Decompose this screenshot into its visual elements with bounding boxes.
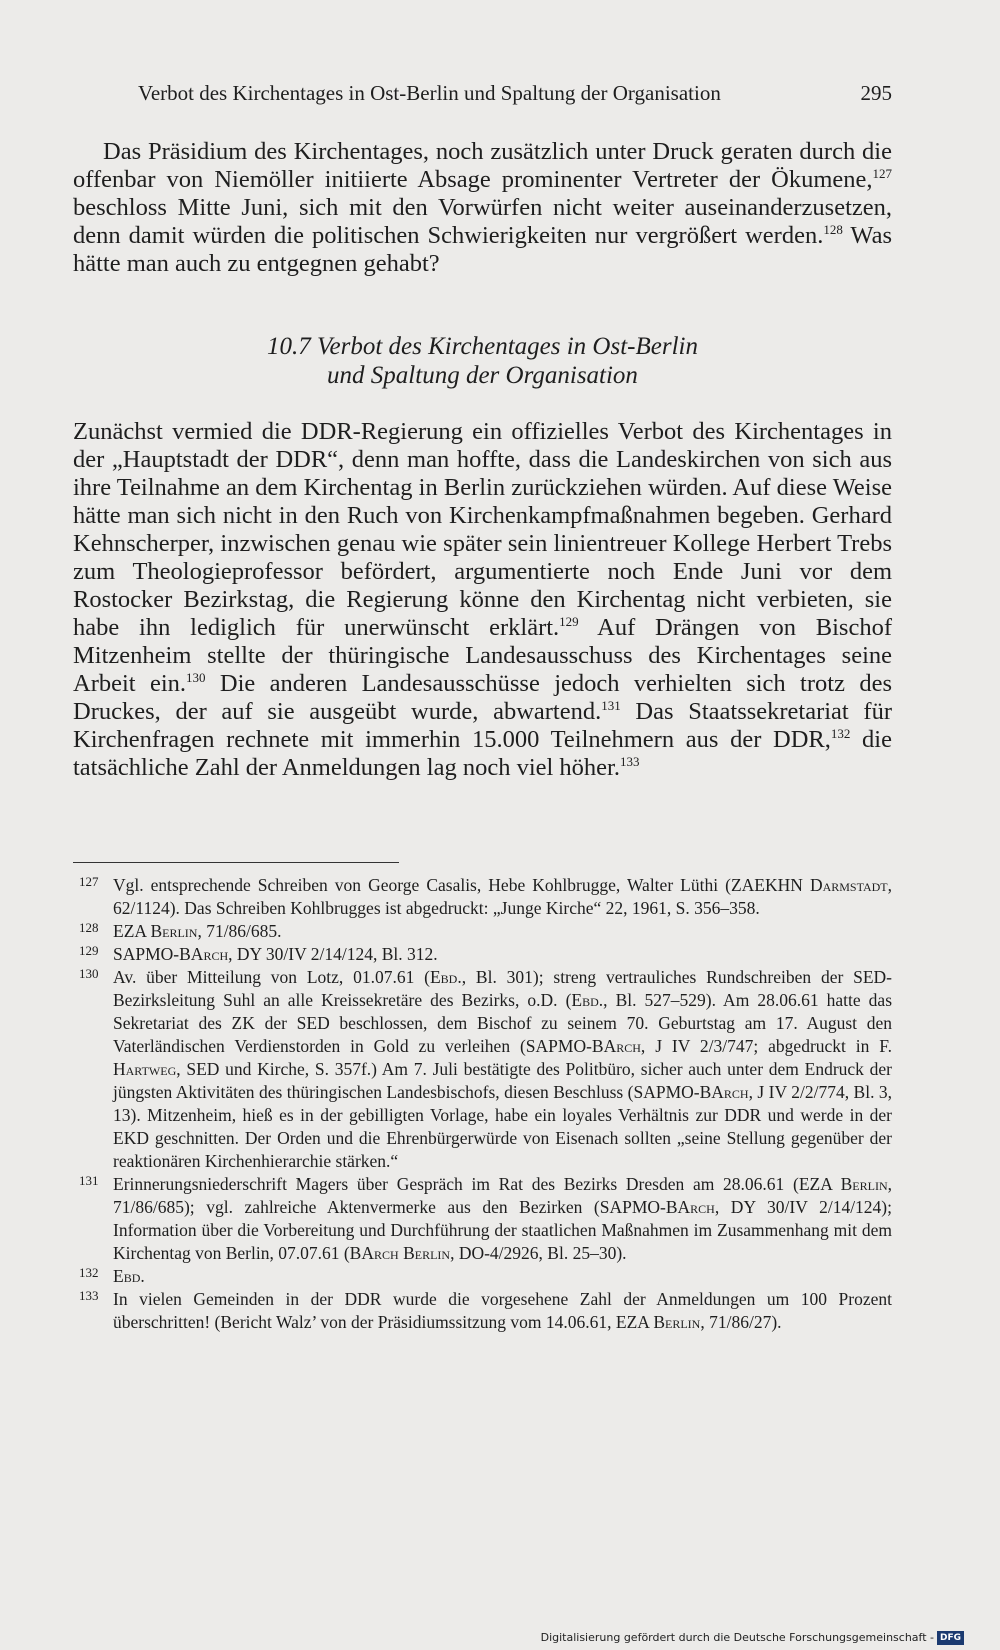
footnote-ref-132[interactable]: 132 [830, 726, 851, 741]
text-run: Was hätte man auch zu entgegnen gehabt? [73, 222, 892, 277]
dfg-logo-icon: DFG [937, 1631, 964, 1645]
section-heading-line-2: und Spaltung der Organisation [327, 362, 638, 389]
footnote-number: 132 [79, 1265, 99, 1280]
small-caps-run: Ebd. [429, 967, 462, 987]
footnote-129 [73, 943, 892, 966]
footnote-number: 128 [79, 920, 99, 935]
section-heading-line-1: 10.7 Verbot des Kirchentages in Ost-Berlin [267, 333, 698, 360]
text-run: Erinnerungsniederschrift Magers über Gespräch im Rat des Bezirks Dresden am 28.06.61 (EZA [113, 1174, 841, 1194]
small-caps-run: Darmstadt [809, 875, 888, 895]
footnote-ref-130[interactable]: 130 [186, 670, 206, 685]
footnote-ref-129[interactable]: 129 [559, 614, 579, 629]
footnote-number: 131 [79, 1173, 99, 1188]
page-number: 295 [860, 81, 892, 105]
footnotes [73, 874, 892, 1334]
text-run: beschloss Mitte Juni, sich mit den Vorwürfen nicht weiter auseinanderzusetzen, denn damit würden die politischen Schwierigkeiten nur vergrößert werden. [73, 194, 892, 249]
footnote-133 [73, 1288, 892, 1334]
footnote-ref-133[interactable]: 133 [620, 754, 640, 769]
footnote-127 [73, 874, 892, 920]
footnote-number: 129 [79, 943, 99, 958]
paragraph-1 [73, 138, 892, 278]
text-run: EZA [113, 921, 151, 941]
text-run: Vgl. entsprechende Schreiben von George Casalis, Hebe Kohlbrugge, Walter Lüthi (ZAEKHN [113, 875, 810, 895]
footnote-ref-128[interactable]: 128 [823, 222, 843, 237]
running-head-title: Verbot des Kirchentages in Ost-Berlin und Spaltung der Organisation [138, 81, 721, 105]
paragraph-2 [73, 418, 892, 782]
small-caps-run: Berlin [840, 1174, 888, 1194]
footnote-ref-131[interactable]: 131 [601, 698, 621, 713]
small-caps-run: Ebd. [113, 1266, 145, 1286]
text-run: , SED und Kirche, S. 357f.) Am 7. Juli bestätigte des Politbüro, sicher auch unter dem Endruck der jüngsten Aktivitäten des thüringischen Landesbischofs, diesen Beschluss (SAPMO-BA [113, 1059, 892, 1102]
footnote-132 [73, 1265, 892, 1288]
text-run: , Bl. 527–529). Am 28.06.61 hatte das Sekretariat des ZK der SED beschlossen, dem Bischof zu seinem 70. Geburtstag am 17. August den Vaterländischen Verdienstorden in Gold zu verleihen (SAPMO-BA [113, 990, 893, 1056]
footnote-number: 127 [79, 874, 99, 889]
text-run: , 62/1124). Das Schreiben Kohlbrugges ist abgedruckt: „Junge Kirche“ 22, 1961, S. 356–358. [113, 875, 892, 918]
footnote-131 [73, 1173, 892, 1265]
small-caps-run: rch [374, 1243, 399, 1263]
text-run: , 71/86/685); vgl. zahlreiche Aktenvermerke aus den Bezirken (SAPMO-BA [113, 1174, 892, 1217]
footnote-130 [73, 966, 892, 1173]
small-caps-run: Hartweg [113, 1059, 177, 1079]
text-run: SAPMO-BA [113, 944, 204, 964]
small-caps-run: rch [616, 1036, 641, 1056]
text-run: , DO-4/2926, Bl. 25–30). [450, 1243, 627, 1263]
small-caps-run: Berlin [150, 921, 198, 941]
footnote-ref-127[interactable]: 127 [872, 166, 892, 181]
text-run: , Bl. 301); streng vertrauliches Rundschreiben der SED-Bezirksleitung Suhl an alle Kreissekretäre des Bezirks, o.D. ( [113, 967, 892, 1010]
text-run: Das Staatssekretariat für Kirchenfragen rechnete mit immerhin 15.000 Teilnehmern aus der DDR, [73, 698, 892, 753]
credit-text: Digitalisierung gefördert durch die Deutsche Forschungsgemeinschaft - [540, 1631, 934, 1644]
text-run: , DY 30/IV 2/14/124); Information über die Vorbereitung und Durchführung der staatlichen Maßnahmen im Zusammenhang mit dem Kirchentag von Berlin, 07.07.61 (BA [113, 1197, 892, 1263]
digitization-credit [541, 1631, 964, 1645]
text-run: Das Präsidium des Kirchentages, noch zusätzlich unter Druck geraten durch die offenbar von Niemöller initiierte Absage prominenter Vertreter der Ökumene, [73, 138, 892, 193]
small-caps-run: Berlin [653, 1312, 701, 1332]
text-run: , DY 30/IV 2/14/124, Bl. 312. [228, 944, 438, 964]
small-caps-run: rch [203, 944, 229, 964]
text-run: Zunächst vermied die DDR-Regierung ein offizielles Verbot des Kirchentages in der „Hauptstadt der DDR“, denn man hoffte, dass die Landeskirchen von sich aus ihre Teilnahme an dem Kirchentag in Berlin zurückziehen würden. Auf diese Weise hätte man sich nicht in den Ruch von Kirchenkampfmaßnahmen begeben. Gerhard Kehnscherper, inzwischen genau wie später sein linientreuer Kollege Herbert Trebs zum Theologieprofessor befördert, argumentierte noch Ende Juni vor dem Rostocker Bezirkstag, die Regierung könne den Kirchentag nicht verbieten, sie habe ihn lediglich für unerwünscht erklärt. [73, 418, 892, 641]
text-run: , 71/86/685. [197, 921, 282, 941]
footnote-number: 130 [79, 966, 99, 981]
text-run: die tatsächliche Zahl der Anmeldungen lag noch viel höher. [73, 726, 892, 781]
text-run: , 71/86/27). [700, 1312, 782, 1332]
small-caps-run: Ebd. [571, 990, 604, 1010]
section-heading [73, 332, 892, 390]
footnote-number: 133 [79, 1288, 99, 1303]
small-caps-run: Berlin [403, 1243, 451, 1263]
small-caps-run: rch [723, 1082, 749, 1102]
text-run: Av. über Mitteilung von Lotz, 01.07.61 ( [113, 967, 430, 987]
small-caps-run: rch [690, 1197, 715, 1217]
text-run: Die anderen Landesausschüsse jedoch verhielten sich trotz des Druckes, der auf sie ausgeübt wurde, abwartend. [73, 670, 892, 725]
text-run: Auf Drängen von Bischof Mitzenheim stellte der thüringische Landesausschuss des Kirchentages seine Arbeit ein. [73, 614, 892, 697]
running-head [138, 78, 892, 108]
text-run: , J IV 2/2/774, Bl. 3, 13). Mitzenheim, hieß es in der gebilligten Vorlage, habe ein loyales Verhältnis zur DDR und werde in der EKD geschnitten. Der Orden und die Ehrenbürgerwürde von Eisenach sollten „seine Stellung gegenüber der reaktionären Kirchenhierarchie stärken.“ [113, 1082, 893, 1171]
text-run: In vielen Gemeinden in der DDR wurde die vorgesehene Zahl der Anmeldungen um 100 Prozent überschritten! (Bericht Walz’ von der Präsidiumssitzung vom 14.06.61, EZA [113, 1289, 892, 1332]
footnote-128 [73, 920, 892, 943]
text-run: , J IV 2/3/747; abgedruckt in F. [640, 1036, 892, 1056]
footnote-divider [73, 862, 399, 863]
